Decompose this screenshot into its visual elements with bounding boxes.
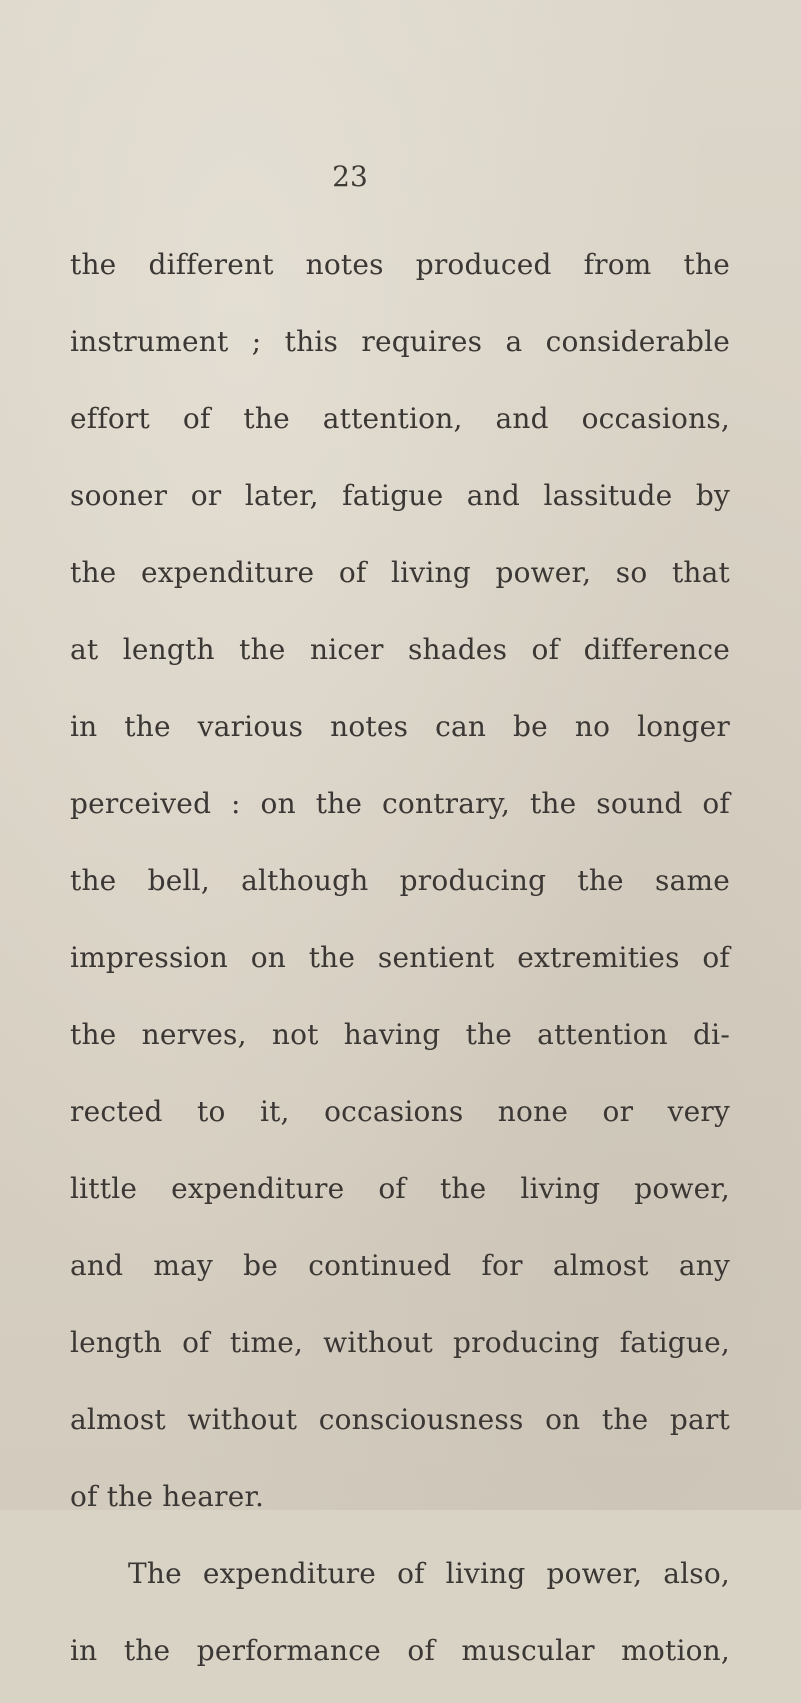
text-line: the bell, although producing the same [70, 864, 730, 897]
text-line: little expenditure of the living power, [70, 1172, 730, 1205]
text-line: in the performance of muscular motion, [70, 1634, 730, 1667]
text-line: effort of the attention, and occasions, [70, 402, 730, 435]
text-line: perceived : on the contrary, the sound of [70, 787, 730, 820]
text-line: instrument ; this requires a considerable [70, 325, 730, 358]
text-line: the different notes produced from the [70, 248, 730, 281]
text-line: the expenditure of living power, so that [70, 556, 730, 589]
text-line: in the various notes can be no longer [70, 710, 730, 743]
text-line: length of time, without producing fatigue, [70, 1326, 730, 1359]
text-line: almost without consciousness on the part [70, 1403, 730, 1436]
text-line: the nerves, not having the attention di- [70, 1018, 730, 1051]
text-line: rected to it, occasions none or very [70, 1095, 730, 1128]
text-line: impression on the sentient extremities of [70, 941, 730, 974]
paragraph-start-line: The expenditure of living power, also, [128, 1557, 730, 1590]
text-line: at length the nicer shades of difference [70, 633, 730, 666]
page-number: 23 [332, 160, 368, 193]
text-line: sooner or later, fatigue and lassitude by [70, 479, 730, 512]
text-line: and may be continued for almost any [70, 1249, 730, 1282]
paragraph-end-line: of the hearer. [70, 1480, 265, 1513]
body-text [70, 240, 730, 1703]
